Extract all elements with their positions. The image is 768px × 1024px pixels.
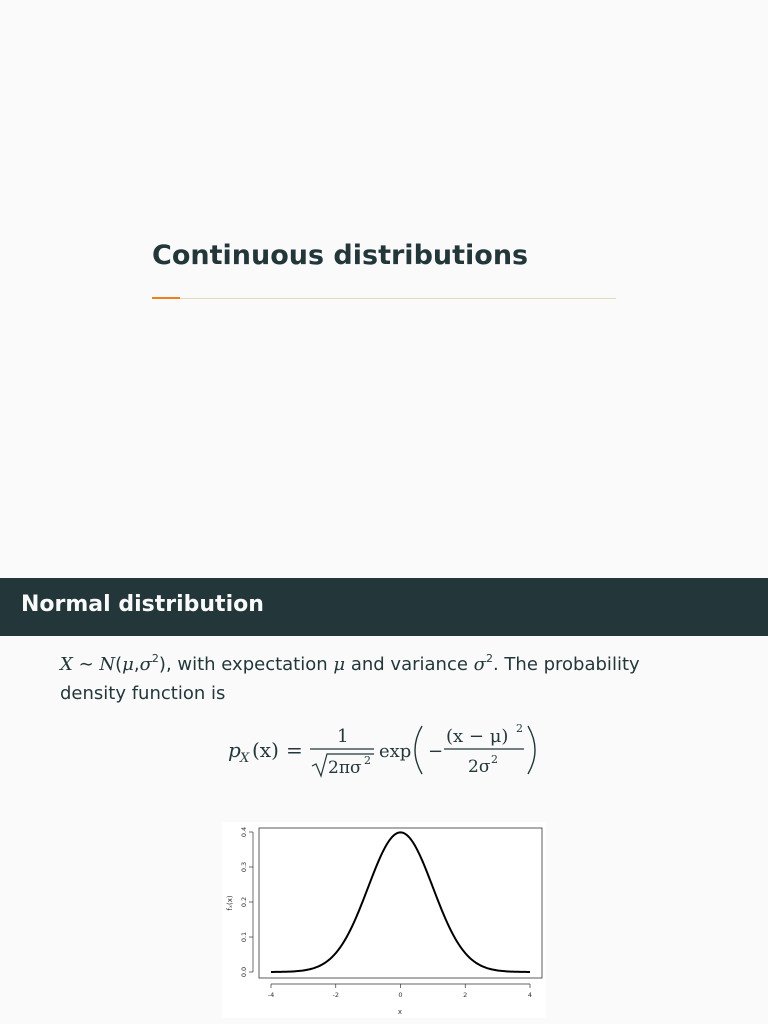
var-n: N bbox=[99, 654, 116, 675]
square-exp-2: 2 bbox=[485, 652, 493, 665]
y-tick-label-1: 0.1 bbox=[240, 931, 248, 943]
with-expectation-text: , with expectation bbox=[165, 654, 328, 675]
plot-svg bbox=[222, 822, 546, 1018]
x-axis-label: x bbox=[397, 1008, 403, 1016]
formula-numerator: 1 bbox=[337, 726, 349, 747]
formula-p: p bbox=[228, 738, 241, 762]
x-tick-label-4: 4 bbox=[527, 991, 533, 999]
y-tick-label-0: 0.0 bbox=[240, 966, 248, 978]
formula-denominator: 2πσ bbox=[328, 758, 362, 778]
sigma-symbol: σ bbox=[139, 654, 152, 675]
y-tick-label-3: 0.3 bbox=[240, 861, 248, 873]
sim-symbol: ∼ bbox=[78, 654, 94, 675]
frame-title: Normal distribution bbox=[21, 592, 264, 617]
probability-text: . The probability density function is bbox=[60, 654, 640, 704]
big-paren-right-icon bbox=[528, 726, 535, 774]
formula-p-argument: (x) bbox=[252, 738, 279, 762]
density-curve bbox=[271, 832, 530, 972]
x-tick-label-1: -2 bbox=[332, 991, 339, 999]
and-variance-text: and variance bbox=[350, 654, 468, 675]
formula-inner-numerator: (x − μ) bbox=[446, 726, 509, 747]
plot-frame bbox=[259, 828, 542, 978]
x-tick-label-0: -4 bbox=[267, 991, 275, 999]
y-axis-label: fₓ(x) bbox=[226, 895, 234, 911]
x-tick-label-2: 0 bbox=[398, 991, 403, 999]
mu-symbol-2: μ bbox=[333, 654, 346, 675]
var-x: X bbox=[60, 654, 73, 675]
comma: , bbox=[133, 654, 140, 675]
body-paragraph bbox=[60, 650, 700, 708]
square-exp: 2 bbox=[151, 652, 159, 665]
formula-exp: exp bbox=[379, 741, 412, 762]
content-slide bbox=[0, 578, 768, 1024]
formula-minus: − bbox=[428, 741, 444, 762]
formula-inner-numerator-exponent: 2 bbox=[516, 722, 523, 735]
formula-denominator-exponent: 2 bbox=[364, 754, 371, 767]
formula-equals: = bbox=[286, 738, 303, 762]
section-title: Continuous distributions bbox=[152, 240, 529, 271]
plot-axes bbox=[240, 827, 532, 999]
x-tick-label-3: 2 bbox=[463, 991, 468, 999]
sigma-symbol-2: σ bbox=[473, 654, 486, 675]
formula-inner-denominator: 2σ bbox=[468, 757, 491, 777]
frame-title-bar bbox=[0, 578, 768, 636]
pdf-formula bbox=[226, 718, 546, 782]
paren-open: ( bbox=[115, 654, 123, 675]
formula-p-subscript: X bbox=[240, 751, 250, 766]
mu-symbol: μ bbox=[122, 654, 134, 675]
title-progress-accent bbox=[152, 297, 180, 299]
formula-inner-denominator-exponent: 2 bbox=[491, 753, 498, 766]
title-progress-rule bbox=[152, 298, 616, 299]
y-tick-label-2: 0.2 bbox=[240, 896, 248, 908]
paren-close: ) bbox=[158, 654, 166, 675]
y-tick-label-4: 0.4 bbox=[240, 826, 248, 838]
big-paren-left-icon bbox=[415, 726, 422, 774]
normal-density-plot bbox=[222, 822, 546, 1018]
